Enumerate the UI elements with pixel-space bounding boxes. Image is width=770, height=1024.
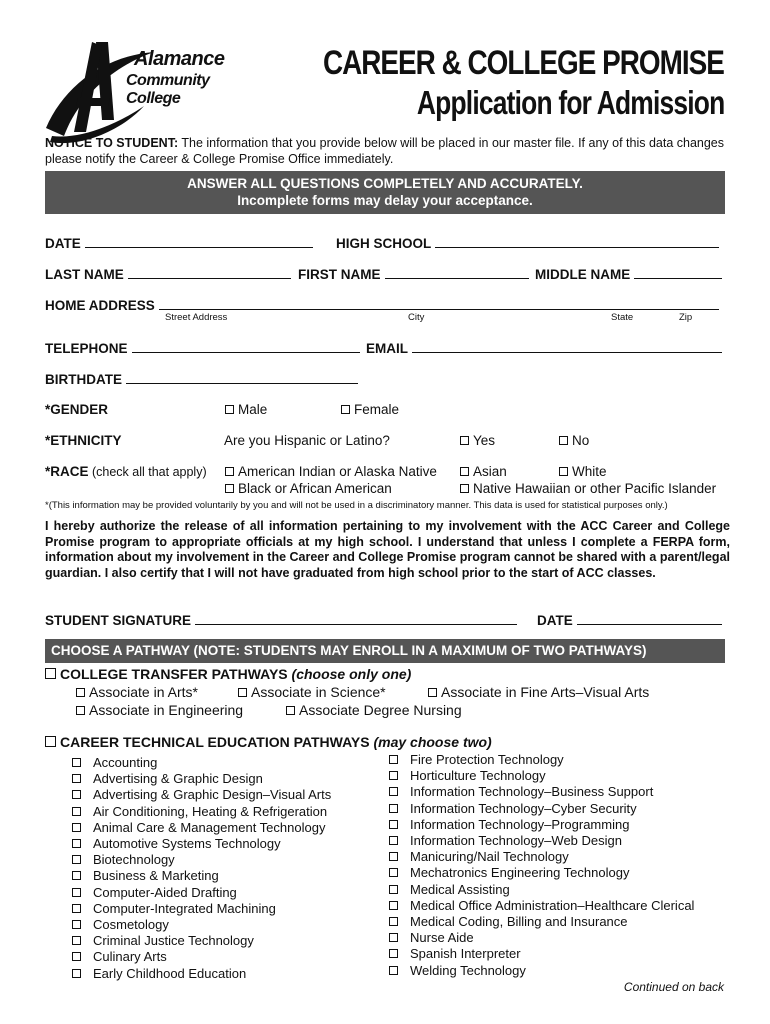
cte-option-label: Information Technology–Web Design (410, 833, 622, 849)
college-transfer-qualifier: (choose only one) (291, 666, 412, 682)
black-checkbox[interactable] (225, 484, 234, 493)
cte-option-label: Early Childhood Education (93, 965, 247, 981)
cte-option-checkbox[interactable] (389, 966, 398, 975)
cte-option-label: Manicuring/Nail Technology (410, 849, 569, 865)
white-option[interactable] (559, 464, 607, 479)
pathway-label: Associate in Arts* (89, 684, 198, 700)
cte-option-checkbox[interactable] (389, 771, 398, 780)
yes-option[interactable] (460, 433, 495, 448)
street-hint: Street Address (165, 312, 228, 323)
cte-title: CAREER TECHNICAL EDUCATION PATHWAYS (60, 734, 374, 750)
cte-option-checkbox[interactable] (389, 852, 398, 861)
cte-option[interactable] (72, 771, 331, 787)
first-name-line[interactable] (385, 266, 529, 279)
birthdate-line[interactable] (126, 371, 358, 384)
cte-option-checkbox[interactable] (389, 917, 398, 926)
cte-option-label: Medical Coding, Billing and Insurance (410, 914, 628, 930)
signature-date-label: DATE (537, 613, 573, 628)
cte-option[interactable] (72, 755, 331, 771)
continued-on-back: Continued on back (623, 980, 724, 994)
last-name-field[interactable] (45, 266, 291, 282)
pathway-label: Associate in Fine Arts–Visual Arts (441, 684, 650, 700)
cte-option[interactable] (389, 801, 694, 817)
no-option[interactable] (559, 433, 589, 448)
american-indian-checkbox[interactable] (225, 467, 234, 476)
pathway-option[interactable] (238, 684, 386, 700)
cte-option[interactable] (72, 787, 331, 803)
logo-line2: Community College (126, 72, 210, 107)
cte-option-checkbox[interactable] (72, 936, 81, 945)
cte-option-label: Medical Assisting (410, 881, 510, 897)
cte-option-checkbox[interactable] (72, 774, 81, 783)
black-option[interactable] (225, 481, 392, 496)
asian-option[interactable] (460, 464, 507, 479)
home-address-line[interactable] (159, 297, 719, 310)
telephone-label: TELEPHONE (45, 341, 128, 356)
signature-label: STUDENT SIGNATURE (45, 613, 192, 628)
cte-option-checkbox[interactable] (72, 920, 81, 929)
notice-label: NOTICE TO STUDENT: (45, 136, 179, 150)
cte-option-checkbox[interactable] (389, 755, 398, 764)
cte-option-checkbox[interactable] (389, 949, 398, 958)
pathway-checkbox[interactable] (238, 688, 247, 697)
pathway-checkbox[interactable] (76, 688, 85, 697)
cte-option-label: Accounting (93, 755, 158, 770)
home-address-field[interactable] (45, 297, 719, 313)
cte-option-label: Animal Care & Management Technology (93, 819, 326, 835)
birthdate-field[interactable] (45, 371, 358, 387)
cte-option-label: Advertising & Graphic Design–Visual Arts (93, 787, 332, 803)
last-name-line[interactable] (128, 266, 291, 279)
cte-option-label: Cosmetology (93, 917, 169, 933)
cte-option-checkbox[interactable] (72, 823, 81, 832)
middle-name-line[interactable] (634, 266, 722, 279)
high-school-label: HIGH SCHOOL (336, 236, 432, 251)
high-school-field[interactable] (336, 235, 719, 251)
cte-option[interactable] (72, 917, 331, 933)
female-label: Female (354, 402, 400, 417)
black-label: Black or African American (238, 481, 392, 496)
middle-name-label: MIDDLE NAME (535, 267, 631, 282)
cte-option-label: Spanish Interpreter (410, 946, 521, 962)
cte-option[interactable] (389, 833, 694, 849)
pathway-label: Associate Degree Nursing (299, 702, 462, 718)
instructions-banner (45, 171, 725, 214)
cte-option[interactable] (389, 817, 694, 833)
banner-line2: Incomplete forms may delay your acceptance. (237, 193, 533, 208)
college-transfer-title: COLLEGE TRANSFER PATHWAYS (60, 666, 292, 682)
date-field[interactable] (45, 235, 313, 251)
cte-checkbox[interactable] (45, 736, 56, 747)
cte-option-checkbox[interactable] (72, 839, 81, 848)
cte-option[interactable] (389, 914, 694, 930)
cte-option-label: Medical Office Administration–Healthcare Clerical (410, 897, 695, 913)
cte-option[interactable] (389, 849, 694, 865)
cte-option[interactable] (72, 852, 331, 868)
cte-option-label: Biotechnology (93, 852, 175, 868)
male-checkbox[interactable] (225, 405, 234, 414)
cte-option-checkbox[interactable] (389, 868, 398, 877)
cte-option-label: Computer-Integrated Machining (93, 900, 276, 916)
yes-label: Yes (473, 433, 496, 448)
telephone-field[interactable] (45, 340, 360, 356)
state-hint: State (611, 312, 634, 323)
cte-option-checkbox[interactable] (389, 787, 398, 796)
cte-option[interactable] (389, 963, 694, 979)
cte-option-label: Air Conditioning, Heating & Refrigeration (93, 803, 328, 819)
cte-option[interactable] (389, 946, 694, 962)
cte-option-checkbox[interactable] (389, 804, 398, 813)
cte-option[interactable] (72, 901, 331, 917)
cte-option-checkbox[interactable] (72, 888, 81, 897)
cte-option[interactable] (72, 949, 331, 965)
form-title: CAREER & COLLEGE PROMISE (323, 44, 724, 82)
college-logo (44, 36, 244, 148)
hawaiian-label: Native Hawaiian or other Pacific Islander (473, 481, 717, 496)
first-name-field[interactable] (298, 266, 529, 282)
email-line[interactable] (412, 340, 722, 353)
cte-option-checkbox[interactable] (72, 952, 81, 961)
american-indian-option[interactable] (225, 464, 437, 479)
cte-option-label: Mechatronics Engineering Technology (410, 865, 630, 881)
cte-option-label: Fire Protection Technology (410, 752, 564, 767)
notice-body: The information that you provide below will be placed in our master file. If any of this data changes please notify the Career & College Promise Office immediately. (45, 136, 725, 166)
cte-option-checkbox[interactable] (389, 885, 398, 894)
cte-option[interactable] (72, 933, 331, 949)
cte-heading[interactable] (45, 734, 492, 750)
asian-label: Asian (473, 464, 507, 479)
cte-option[interactable] (389, 752, 694, 768)
voluntary-disclaimer: *(This information may be provided voluntarily by you and will not be used in a discriminatory manner. This data is used for statistical purposes only.) (45, 500, 668, 511)
college-transfer-heading[interactable] (45, 666, 411, 682)
high-school-line[interactable] (435, 235, 719, 248)
cte-option-label: Welding Technology (410, 962, 526, 978)
pathway-option[interactable] (76, 702, 243, 718)
female-option[interactable] (341, 402, 399, 417)
cte-option-checkbox[interactable] (72, 758, 81, 767)
female-checkbox[interactable] (341, 405, 350, 414)
middle-name-field[interactable] (535, 266, 722, 282)
white-checkbox[interactable] (559, 467, 568, 476)
signature-date-field[interactable] (537, 612, 722, 628)
cte-option-checkbox[interactable] (72, 904, 81, 913)
cte-option-checkbox[interactable] (72, 807, 81, 816)
birthdate-label: BIRTHDATE (45, 372, 122, 387)
cte-option[interactable] (389, 784, 694, 800)
pathway-option[interactable] (428, 684, 649, 700)
pathway-checkbox[interactable] (286, 706, 295, 715)
yes-checkbox[interactable] (460, 436, 469, 445)
last-name-label: LAST NAME (45, 267, 124, 282)
male-label: Male (238, 402, 268, 417)
date-line[interactable] (85, 235, 313, 248)
no-label: No (572, 433, 590, 448)
cte-option-label: Information Technology–Business Support (410, 784, 654, 800)
cte-option[interactable] (72, 836, 331, 852)
pathway-label: Associate in Engineering (89, 702, 244, 718)
hawaiian-checkbox[interactable] (460, 484, 469, 493)
cte-option-checkbox[interactable] (389, 820, 398, 829)
pathway-option[interactable] (76, 684, 198, 700)
ethnicity-label: *ETHNICITY (45, 433, 122, 448)
cte-option-label: Information Technology–Programming (410, 816, 630, 832)
cte-option-checkbox[interactable] (389, 901, 398, 910)
pathway-label: Associate in Science* (251, 684, 386, 700)
cte-option-checkbox[interactable] (389, 933, 398, 942)
pathway-checkbox[interactable] (76, 706, 85, 715)
authorization-statement: I hereby authorize the release of all information pertaining to my involvement with the ACC Career and College Promise program to appropriate officials at my high school. I understand that unless I complete a FERPA form, information about my involvement in the Career and College Promise program cannot be shared with a parent/legal guardian. I also certify that I will not have graduated from high school prior to the start of ACC classes. (45, 519, 730, 581)
cte-option[interactable] (72, 804, 331, 820)
cte-list-left (72, 755, 331, 982)
pathway-checkbox[interactable] (428, 688, 437, 697)
race-note: (check all that apply) (88, 465, 207, 479)
hispanic-question: Are you Hispanic or Latino? (224, 433, 390, 448)
cte-option-label: Business & Marketing (93, 868, 219, 884)
logo-line1: Alamance (134, 48, 225, 70)
cte-option-checkbox[interactable] (389, 836, 398, 845)
race-label: *RACE (45, 464, 89, 479)
college-transfer-checkbox[interactable] (45, 668, 56, 679)
american-indian-label: American Indian or Alaska Native (238, 464, 437, 479)
cte-option[interactable] (389, 898, 694, 914)
date-label: DATE (45, 236, 81, 251)
cte-option-label: Computer-Aided Drafting (93, 884, 237, 900)
cte-option-label: Information Technology–Cyber Security (410, 800, 637, 816)
cte-option[interactable] (389, 930, 694, 946)
cte-option-checkbox[interactable] (72, 871, 81, 880)
cte-option-label: Automotive Systems Technology (93, 836, 281, 852)
city-hint: City (408, 312, 425, 323)
cte-option[interactable] (72, 885, 331, 901)
home-address-label: HOME ADDRESS (45, 298, 155, 313)
hawaiian-option[interactable] (460, 481, 716, 496)
notice-text (45, 135, 735, 167)
cte-option-label: Nurse Aide (410, 930, 474, 946)
email-field[interactable] (366, 340, 722, 356)
cte-option-label: Criminal Justice Technology (93, 933, 254, 949)
cte-option-label: Advertising & Graphic Design (93, 771, 263, 787)
email-label: EMAIL (366, 341, 408, 356)
gender-label: *GENDER (45, 402, 109, 417)
no-checkbox[interactable] (559, 436, 568, 445)
pathway-option[interactable] (286, 702, 462, 718)
cte-option[interactable] (72, 868, 331, 884)
signature-field[interactable] (45, 612, 517, 628)
cte-option[interactable] (389, 882, 694, 898)
pathway-banner: CHOOSE A PATHWAY (NOTE: STUDENTS MAY ENROLL IN A MAXIMUM OF TWO PATHWAYS) (45, 639, 725, 663)
cte-option-checkbox[interactable] (72, 855, 81, 864)
male-option[interactable] (225, 402, 267, 417)
cte-option-label: Horticulture Technology (410, 768, 546, 784)
cte-option[interactable] (72, 820, 331, 836)
zip-hint: Zip (679, 312, 693, 323)
white-label: White (572, 464, 607, 479)
cte-list-right (389, 752, 694, 979)
race-label-group (45, 464, 207, 479)
cte-option-label: Culinary Arts (93, 949, 167, 965)
first-name-label: FIRST NAME (298, 267, 381, 282)
asian-checkbox[interactable] (460, 467, 469, 476)
signature-line[interactable] (195, 612, 517, 625)
cte-option[interactable] (72, 966, 331, 982)
cte-option[interactable] (389, 768, 694, 784)
cte-option-checkbox[interactable] (72, 969, 81, 978)
banner-line1: ANSWER ALL QUESTIONS COMPLETELY AND ACCURATELY. (187, 176, 583, 191)
cte-qualifier: (may choose two) (373, 734, 492, 750)
signature-date-line[interactable] (577, 612, 722, 625)
form-subtitle: Application for Admission (416, 84, 724, 121)
telephone-line[interactable] (132, 340, 360, 353)
cte-option[interactable] (389, 865, 694, 881)
cte-option-checkbox[interactable] (72, 790, 81, 799)
